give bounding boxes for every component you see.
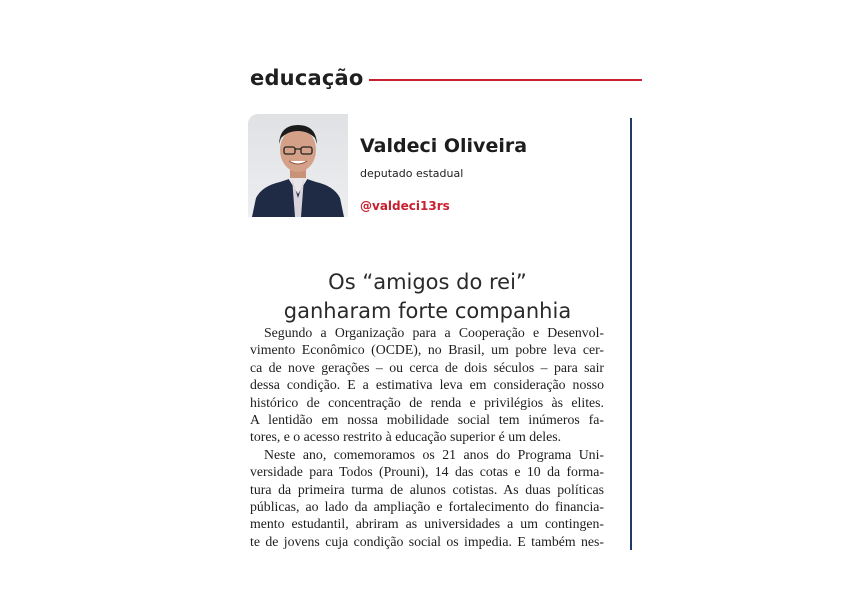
body-line: públicas, ao lado da ampliação e fortalecimento do financia- [250,499,604,515]
body-line: tores, e o acesso restrito à educação superior é um deles. [250,429,562,445]
section-divider [369,79,642,81]
column-rule [630,118,632,550]
body-line: versidade para Todos (Prouni), 14 das cotas e 10 da forma- [250,464,604,480]
body-line: tura da primeira turma de alunos cotistas. As duas políticas [250,481,604,497]
author-name: Valdeci Oliveira [360,135,528,157]
headline-line: ganharam forte companhia [283,299,572,324]
article-body [250,324,604,550]
body-line: Segundo a Organização para a Cooperação e Desenvol- [264,325,604,340]
body-line: te de jovens cuja condição social os impedia. E também nes- [250,533,604,549]
body-line: mento estudantil, abriram as universidades a um contingen- [250,516,604,532]
body-line: histórico de concentração de renda e privilégios às elites. [250,394,604,410]
body-line: ca de nove gerações – ou cerca de dois séculos – para sair [250,359,604,375]
body-line: vimento Econômico (OCDE), no Brasil, um pobre leva cer- [250,342,604,358]
author-social-handle[interactable]: @valdeci13rs [360,199,450,213]
author-photo [248,114,348,217]
body-line: dessa condição. E a estimativa leva em consideração nosso [250,377,604,393]
body-line: A lentidão em nossa mobilidade social tem inúmeros fa- [250,412,604,428]
article-headline [250,268,605,326]
section-label: educação [250,66,364,90]
headline-line: Os “amigos do rei” [328,270,527,295]
section-header [250,66,642,94]
body-line: Neste ano, comemoramos os 21 anos do Programa Uni- [264,446,604,462]
author-role: deputado estadual [360,167,464,180]
